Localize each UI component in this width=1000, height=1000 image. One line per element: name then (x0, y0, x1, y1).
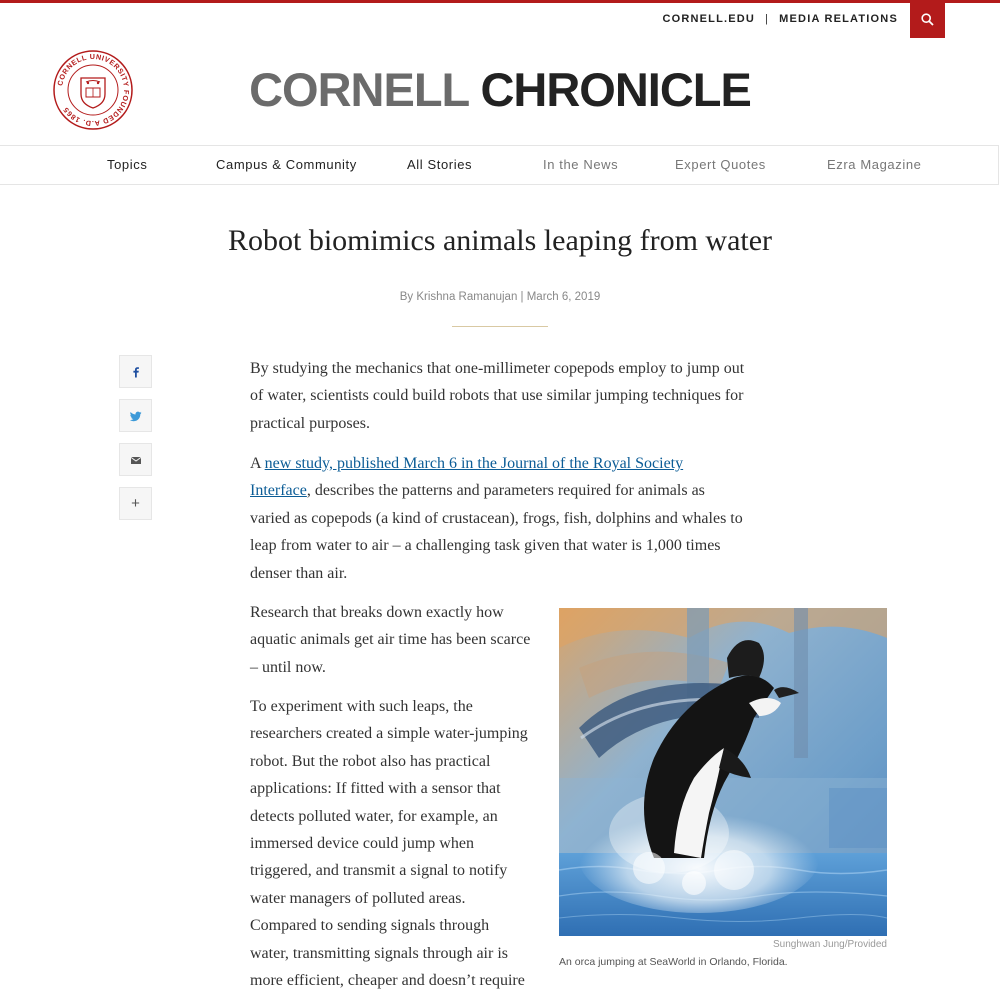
article-paragraph-3 (250, 599, 550, 681)
svg-text:CORNELL UNIVERSITY FOUNDED A.D: CORNELL UNIVERSITY FOUNDED A.D. 1865 (55, 51, 132, 129)
headline-divider (452, 326, 548, 327)
top-accent-bar (0, 0, 1000, 3)
paragraph-line: of water, scientists could build robots that use similar jumping techniques for (250, 387, 744, 405)
paragraph-line: triggered, and transmit a signal to notify (250, 862, 508, 880)
article-paragraph-1 (250, 355, 760, 437)
masthead-chronicle: CHRONICLE (480, 63, 751, 116)
media-relations-link[interactable]: MEDIA RELATIONS (779, 13, 898, 25)
email-icon (130, 454, 142, 466)
paragraph-line: – until now. (250, 658, 326, 676)
nav-ezra-magazine[interactable]: Ezra Magazine (827, 157, 922, 172)
share-twitter-button[interactable] (119, 399, 152, 432)
paragraph-line: immersed device could jump when (250, 835, 474, 853)
share-email-button[interactable] (119, 443, 152, 476)
paragraph-line (250, 450, 760, 477)
article-headline: Robot biomimics animals leaping from water (227, 224, 773, 257)
paragraph-line: By studying the mechanics that one-millimeter copepods employ to jump out (250, 360, 745, 377)
photo-credit: Sunghwan Jung/Provided (773, 939, 887, 950)
paragraph-line: water, transmitting signals through air is (250, 944, 508, 962)
orca-jumping-photo[interactable] (559, 608, 887, 936)
paragraph-line (250, 477, 760, 504)
paragraph-line: practical purposes. (250, 414, 370, 432)
article-paragraph-4 (250, 693, 550, 994)
cornell-edu-link[interactable]: CORNELL.EDU (662, 13, 756, 25)
paragraph-line: robot. But the robot also has practical (250, 752, 491, 770)
facebook-icon (130, 366, 142, 378)
journal-study-link[interactable]: Interface (250, 482, 307, 500)
nav-campus-community[interactable]: Campus & Community (216, 157, 357, 172)
paragraph-line: To experiment with such leaps, the (250, 698, 473, 715)
paragraph-line: denser than air. (250, 564, 348, 582)
nav-all-stories[interactable]: All Stories (407, 157, 473, 172)
paragraph-line: Research that breaks down exactly how (250, 604, 504, 621)
utility-nav (662, 13, 898, 25)
paragraph-text: , describes the patterns and parameters required for animals as (306, 482, 705, 500)
paragraph-line: researchers created a simple water-jumping (250, 725, 528, 743)
nav-topics[interactable]: Topics (107, 157, 148, 172)
paragraph-line: Compared to sending signals through (250, 917, 490, 935)
paragraph-line: applications: If fitted with a sensor that (250, 780, 501, 798)
search-icon (921, 13, 934, 26)
twitter-icon (130, 410, 142, 422)
masthead-cornell: CORNELL (249, 63, 469, 116)
journal-study-link[interactable]: new study, published March 6 in the Journal of the Royal Society (264, 455, 684, 472)
paragraph-text: A (250, 455, 265, 472)
utility-separator: | (765, 13, 770, 25)
masthead-logo[interactable] (0, 62, 1000, 117)
share-facebook-button[interactable] (119, 355, 152, 388)
share-more-button[interactable] (119, 487, 152, 520)
article-paragraph-2 (250, 450, 760, 587)
plus-icon: + (131, 495, 140, 512)
paragraph-line: leap from water to air – a challenging task given that water is 1,000 times (250, 537, 721, 555)
paragraph-line: varied as copepods (a kind of crustacean), frogs, fish, dolphins and whales to (250, 509, 743, 527)
nav-in-the-news[interactable]: In the News (543, 157, 619, 172)
search-button[interactable] (910, 3, 945, 38)
paragraph-line: detects polluted water, for example, an (250, 807, 498, 825)
article-byline: By Krishna Ramanujan | March 6, 2019 (399, 291, 601, 303)
paragraph-line: more efficient, cheaper and doesn’t require (250, 972, 525, 990)
paragraph-line: water managers of polluted areas. (250, 889, 466, 907)
nav-expert-quotes[interactable]: Expert Quotes (675, 157, 766, 172)
photo-caption: An orca jumping at SeaWorld in Orlando, Florida. (559, 956, 788, 968)
paragraph-line: aquatic animals get air time has been scarce (250, 631, 531, 649)
main-nav (0, 145, 999, 185)
